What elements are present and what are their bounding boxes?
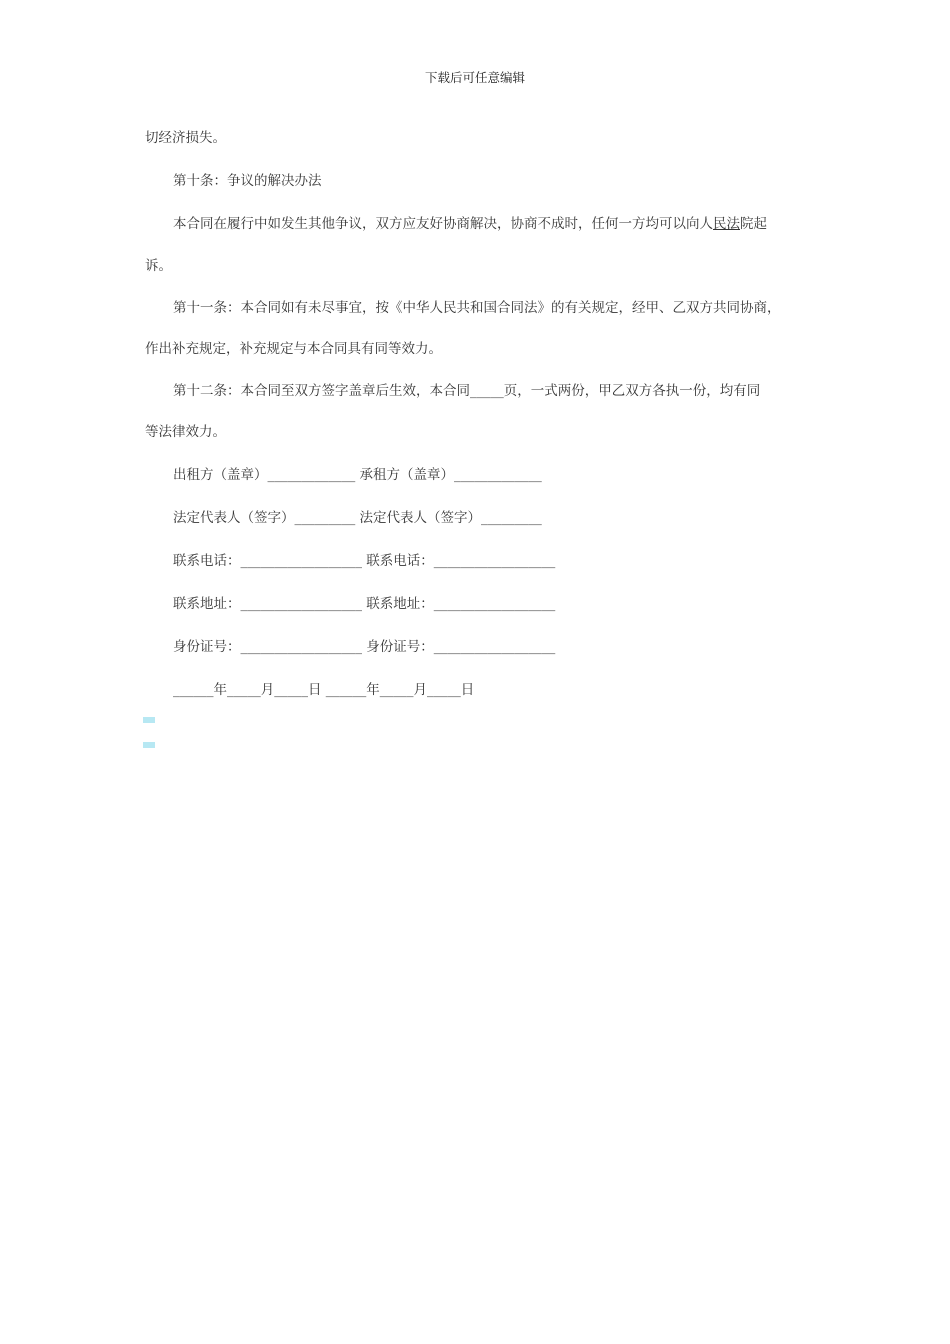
signature-phone-line: 联系电话：__________________ 联系电话：__________________ (173, 553, 556, 569)
article-10-text-end: 诉。 (145, 258, 172, 274)
court-link[interactable]: 民法 (713, 216, 740, 232)
article-12-text-end: 等法律效力。 (145, 424, 226, 440)
signature-date-line: ______年_____月_____日 ______年_____月_____日 (173, 682, 475, 698)
signature-seal-line: 出租方（盖章）_____________ 承租方（盖章）_____________ (173, 467, 542, 483)
page-header: 下载后可任意编辑 (424, 70, 525, 85)
article-11-text-end: 作出补充规定，补充规定与本合同具有同等效力。 (145, 341, 442, 357)
signature-address-line: 联系地址：__________________ 联系地址：__________________ (173, 596, 556, 612)
article-10-text-part1: 本合同在履行中如发生其他争议，双方应友好协商解决，协商不成时，任何一方均可以向人 (173, 216, 713, 232)
paragraph-marker (143, 742, 155, 748)
article-12-text: 第十二条：本合同至双方签字盖章后生效，本合同_____页，一式两份，甲乙双方各执一份，均有同 (173, 383, 761, 399)
article-10-text (173, 215, 767, 233)
article-11-text: 第十一条：本合同如有未尽事宜，按《中华人民共和国合同法》的有关规定，经甲、乙双方共同协商， (173, 300, 781, 316)
signature-id-line: 身份证号：__________________ 身份证号：__________________ (173, 639, 556, 655)
article-10-text-part2: 院起 (740, 216, 767, 232)
article-10-title: 第十条：争议的解决办法 (173, 173, 322, 189)
signature-representative-line: 法定代表人（签字）_________ 法定代表人（签字）_________ (173, 510, 542, 526)
paragraph-marker (143, 717, 155, 723)
body-line-continuation: 切经济损失。 (145, 130, 226, 146)
